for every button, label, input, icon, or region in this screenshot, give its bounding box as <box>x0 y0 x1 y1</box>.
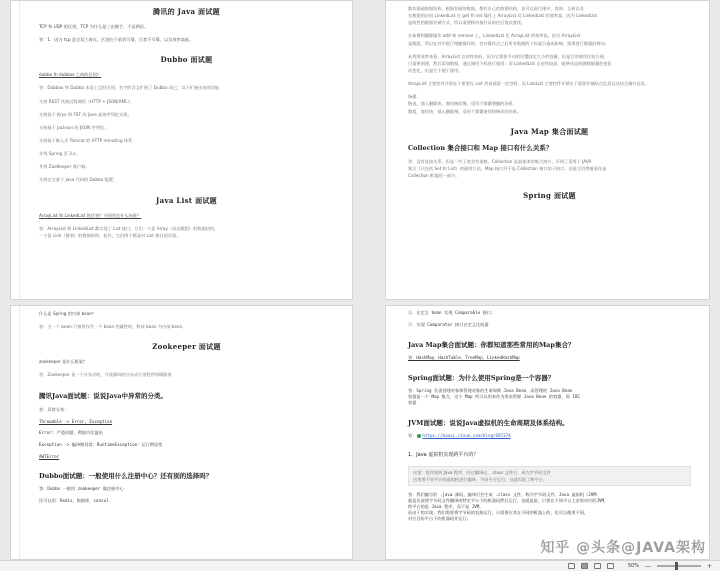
comparable-line: ②．在定义 bean 实现 Comparable 接口； <box>408 310 496 315</box>
list-para-7: 只需要创建，然后添加数据，通过调用下标进行使用；而 LinkedList 自由性较高，能够动态的随数据量的变化 <box>408 60 612 66</box>
scene-label: 场景： <box>408 94 421 100</box>
scene-1: 链表，插入删除快，查找修改慢。适用于频繁增删的场景。 <box>408 101 517 107</box>
link-badge-icon <box>417 434 421 438</box>
jvm-quote-2: 这里用不同平台的虚拟机进行编译，不同平台运行，这就实现了跨平台。 <box>413 476 548 482</box>
list-para-9: ArrayList 主要控件开销在于需要在 List 列表预留一定空间；而 LinkList 主要控件开销在于需要存储结点信息以及结点指针信息。 <box>408 81 650 87</box>
heading-dubbo: Dubbo 面试题 <box>160 55 213 65</box>
list-answer-2: 一个是 Link（链表）的数据结构，此外，它们两个都是对 List 接口的实现。 <box>39 232 181 238</box>
view-mode-icon[interactable] <box>568 563 575 569</box>
spring-inner-bean-answer: 答：当一个 bean 只被用作另一个 bean 的属性时，称该 bean 为内部 bean。 <box>39 324 187 330</box>
zoom-slider-knob[interactable] <box>675 562 678 570</box>
comparator-line: ③．实现 Comparator 接口自定义比较器 <box>408 322 489 327</box>
exception-line-1: Throwable -> Error, Exception <box>39 418 113 424</box>
zoom-slider[interactable] <box>657 565 701 567</box>
map-answer-1: 答：没有直接关系，但是一些子类会有依赖，Collection 是最基本的集合接口，声明了适用于 JAVA <box>408 158 592 164</box>
zoom-out-button[interactable]: — <box>644 562 651 570</box>
zk-question: zookeeper 是什么框架？ <box>39 359 88 365</box>
map-answer-3: Collection 框架的一部分。 <box>408 172 460 178</box>
dubbo-answer-2: 支持 REST 风格远程调用（HTTP + JSON/XML）； <box>39 98 134 104</box>
jvm-cross-platform-question: 1、Java 虚拟机实现跨平台的？ <box>408 452 479 458</box>
registry-answer: 答：Dubbo 一般用 zookeeper 做注册中心 <box>39 485 124 491</box>
spring-container-answer-2: 容器是一个 Map 集合，这个 Map 所可以用来作为用来管理 Java Bean 的容器，即 IOC <box>408 394 580 399</box>
spring-container-answer-1: 答：Spring 负责创建对象和管理对象的生命周期 Java Bean，而管理的 Java Bean <box>408 388 573 393</box>
registry-answer-2: 还可以用：Redis，数据库，consul <box>39 497 109 503</box>
exception-line-3: Exception -> 编译期异常；RuntimeException：运行期异常 <box>39 441 163 447</box>
zoom-level[interactable]: 50% <box>627 563 639 569</box>
map-question: Collection 集合接口和 Map 接口有什么关系？ <box>408 143 553 152</box>
dubbo-answer-4: 支持基于 Jackson 的 JSON 序列化； <box>39 124 109 130</box>
status-bar <box>0 560 720 571</box>
jvm-answer-prefix: 答： <box>408 433 417 438</box>
document-page-3 <box>10 305 353 560</box>
jvm-body-2: 就是负责将字节码文件翻译成特定平台下的机器码然后运行，也就是说，只要在不同平台上安装对应的JVM， <box>408 497 609 503</box>
jvm-quote-box <box>408 466 691 486</box>
list-para-4: 在新增和删除操作 add 和 remove 上，LinkedList 比 ArrayList 的效率高，因为 ArrayList <box>408 33 581 39</box>
heading-java-map: Java Map 集合面试题 <box>510 126 589 136</box>
map-answer-2: 集合（只包括 Set 和 List）的通用方法。Map 接口并不是 Collection 接口的子接口，但是它仍然被看作是 <box>408 165 607 171</box>
heading-zookeeper: Zookeeper 面试题 <box>152 342 221 352</box>
list-para-3: 是线性的数据存储方式，所以需要移动指针从前往后依次查找。 <box>408 20 526 26</box>
exception-line-2: Error: 严重问题，例如内存溢出 <box>39 429 103 435</box>
heading-jvm: JVM面试题：说说Java虚拟机的生命周期及体系结构。 <box>408 419 569 427</box>
jvm-quote-1: 这里：程序说明 Java 程序，经过编译后，.class 文件后，成为字节码文件 <box>413 469 551 475</box>
web-view-icon[interactable] <box>594 563 601 569</box>
dubbo-answer-3: 支持基于 Kryo 和 FST 的 Java 高效序列化实现； <box>39 111 132 117</box>
list-question: ArrayList 和 LinkedList 的区别？分别用在什么场景？ <box>39 212 142 218</box>
jvm-body-4: 而由于的实现，我们需要将字节码的直接运行，只需要在其在不同的机器上的，也可以使用不同， <box>408 509 589 515</box>
jvm-body-3: 跨平台的是 Java 程序，而不是 JVM。 <box>408 503 484 509</box>
heading-registry: Dubbo面试题：一般使用什么注册中心？还有别的选择吗？ <box>39 471 213 480</box>
jvm-link[interactable]: https://baoxi.itvue.com/blog/697374 <box>422 433 511 438</box>
zoom-in-button[interactable]: + <box>706 562 712 570</box>
document-page-1 <box>10 0 353 300</box>
jvm-body-1: 答：我们编写的 .java 源码，编译后会生成 .class 文件，称为字节码文件。Java 虚拟机（JVM） <box>408 491 600 497</box>
document-page-2 <box>385 0 710 300</box>
page-view-icon[interactable] <box>581 563 588 569</box>
list-para-6: 从利用效率来看，ArrayList 自由性较低，因为它需要手动的设置固定大小的容量，但是它的使用比较方便， <box>408 53 608 59</box>
list-para-1: 都有基础数据结构，根据存储的数据，都有自己的数据结构，也可以进行排序、查询、互转以及 <box>408 6 584 11</box>
document-page-4 <box>385 305 710 560</box>
map-collections-answer: 答：HashMap、HashTable、TreeMap、LinkedHashMap <box>408 355 520 360</box>
tcp-answer: 答：1．因为 tcp 是全双工协议，区别在于前者可靠，后者不可靠，以及效率高低。 <box>39 37 194 43</box>
dubbo-answer-6: 升级 Spring 至 3.x； <box>39 151 80 157</box>
list-answer-1: 答：ArrayList 和 LinkedList 都实现了 List 接口，它们一个是 Array（动态数组）的数据结构， <box>39 225 219 231</box>
watermark-text: 知乎 @头条@JAVA架构 <box>540 540 706 556</box>
heading-map-collections: Java Map集合面试题：你都知道那些常用的Map集合？ <box>408 341 575 349</box>
list-para-2: 在数据的访问 LinkedList 在 get 和 set 操作上 ArrayList 比 LinkedList 的效率高，因为 LinkedList <box>408 13 598 19</box>
exception-answer: 答：异常分类： <box>39 406 69 412</box>
scene-2: 数组，查找快，插入删除慢。适用于频繁查找和修改的场景。 <box>408 108 522 114</box>
dubbo-answer-7: 升级 ZooKeeper 客户端； <box>39 164 90 170</box>
heading-java-list: Java List 面试题 <box>156 195 217 205</box>
heading-exception: 腾讯Java面试题：说说Java中异常的分类。 <box>39 391 168 400</box>
read-mode-icon[interactable] <box>607 563 614 569</box>
dubbo-answer-1: 答：Dubbox 和 Dubbo 本质上没有区别，名字的含义扩展了 Dubbo 而已，以下扩展出来的功能 <box>39 85 220 91</box>
dubbo-answer-8: 支持完全基于 Java 代码的 Dubbo 配置； <box>39 177 118 183</box>
heading-tencent: 腾讯的 Java 面试题 <box>153 7 220 16</box>
heading-spring: Spring 面试题 <box>523 191 576 201</box>
heading-spring-container: Spring面试题：为什么使用Spring是一个容器？ <box>408 374 555 382</box>
dubbo-question: dubbo 和 dubbox 之间的区别？ <box>39 72 102 78</box>
zk-answer: 答：Zookeeper 是一个分布式的，开放源码的分布式应用程序协调服务 <box>39 372 172 378</box>
list-para-5: 是数组，所以在其中进行增删操作时，会对操作点之后所有数据的下标索引造成影响，需要进行数据的移动。 <box>408 40 610 46</box>
tcp-question: TCP 和 UDP 的区别，TCP 为什么是三次握手，不是两次。 <box>39 24 149 29</box>
spring-inner-bean-question: 什么是 Spring 的内部 bean？ <box>39 311 97 316</box>
spring-container-answer-3: 容器 <box>408 400 417 405</box>
list-para-8: 而变化，但是它不便于使用。 <box>408 67 463 73</box>
jvm-body-5: 对应目标平台下的机器码并运行。 <box>408 515 471 521</box>
exception-line-4: AWTError <box>39 453 60 459</box>
dubbo-answer-5: 支持基于嵌入式 Tomcat 的 HTTP remoting 体系； <box>39 137 137 143</box>
